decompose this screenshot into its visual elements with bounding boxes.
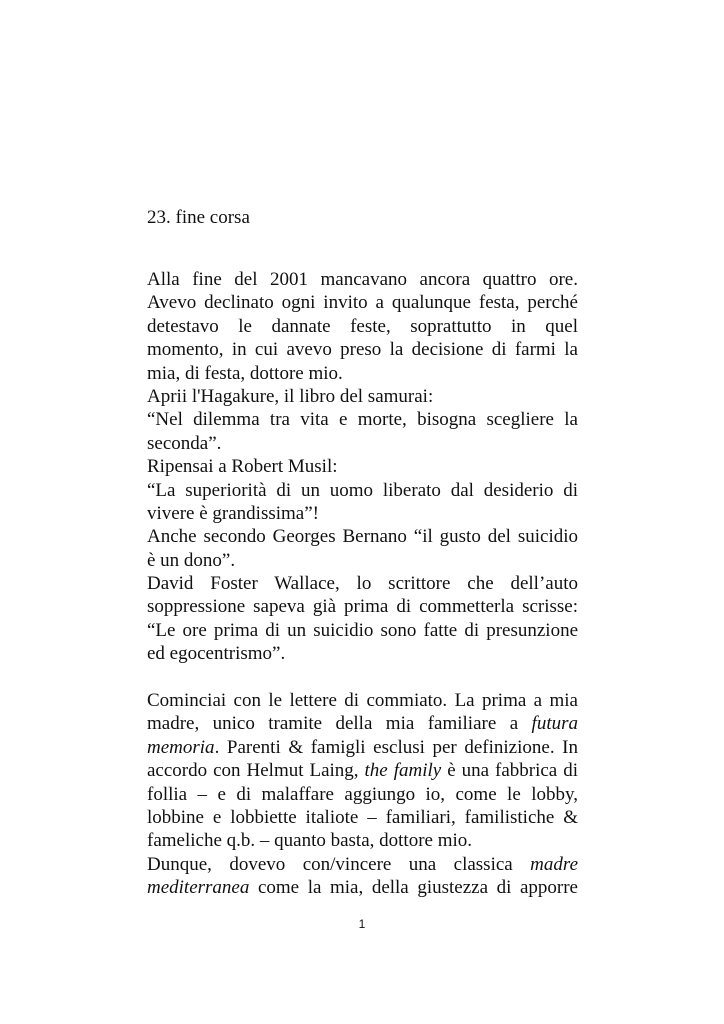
italic-run: the family <box>364 760 442 782</box>
text-run: come la mia, della giustezza di apporre <box>249 877 578 899</box>
italic-run: memoria <box>147 736 215 758</box>
text-line: lobbine e lobbiette italiote – familiari, familistiche & <box>147 806 578 828</box>
text-line: momento, in cui avevo preso la decisione di farmi la <box>147 339 578 361</box>
text-run: è una fabbrica di <box>441 760 578 782</box>
text-run: Dunque, dovevo con/vincere una classica <box>147 853 531 875</box>
text-line: Ripensai a Robert Musil: <box>147 456 338 478</box>
italic-run: madre <box>530 853 578 875</box>
text-line: ed egocentrismo”. <box>147 643 286 665</box>
page-number: 1 <box>358 917 366 931</box>
text-line: Aprii l'Hagakure, il libro del samurai: <box>147 385 434 407</box>
text-line <box>147 736 578 759</box>
text-line: “La superiorità di un uomo liberato dal desiderio di <box>147 479 578 501</box>
body-text <box>147 268 578 900</box>
text-line: fameliche q.b. – quanto basta, dottore mio. <box>147 830 473 852</box>
text-line: Alla fine del 2001 mancavano ancora quattro ore. <box>147 269 578 290</box>
paragraph-gap <box>147 666 578 689</box>
text-run: madre, unico tramite della mia familiare a <box>147 713 532 735</box>
text-line: Anche secondo Georges Bernano “il gusto del suicidio <box>147 526 578 548</box>
text-line: “Nel dilemma tra vita e morte, bisogna scegliere la <box>147 409 578 431</box>
text-line: follia – e di malaffare aggiungo io, come le lobby, <box>147 783 578 805</box>
text-line: “Le ore prima di un suicidio sono fatte di presunzione <box>147 619 578 641</box>
text-line <box>147 876 578 899</box>
text-run: accordo con Helmut Laing, <box>147 760 365 782</box>
text-line: seconda”. <box>147 432 222 454</box>
text-line: mia, di festa, dottore mio. <box>147 362 343 384</box>
italic-run: futura <box>531 713 578 735</box>
text-line <box>147 759 578 782</box>
text-line: David Foster Wallace, lo scrittore che dell’auto <box>147 573 578 595</box>
text-line: soppressione sapeva già prima di commetterla scrisse: <box>147 596 578 618</box>
text-line: è un dono”. <box>147 549 236 571</box>
text-line: Avevo declinato ogni invito a qualunque festa, perché <box>147 292 578 314</box>
text-run: . Parenti & famigli esclusi per definizione. In <box>214 736 578 758</box>
text-line: detestavo le dannate feste, soprattutto in quel <box>147 315 578 337</box>
text-line <box>147 853 578 876</box>
italic-run: mediterranea <box>147 877 250 899</box>
chapter-title: 23. fine corsa <box>147 207 250 228</box>
text-line: Cominciai con le lettere di commiato. La prima a mia <box>147 690 578 712</box>
text-line: vivere è grandissima”! <box>147 502 319 524</box>
text-line <box>147 712 578 735</box>
